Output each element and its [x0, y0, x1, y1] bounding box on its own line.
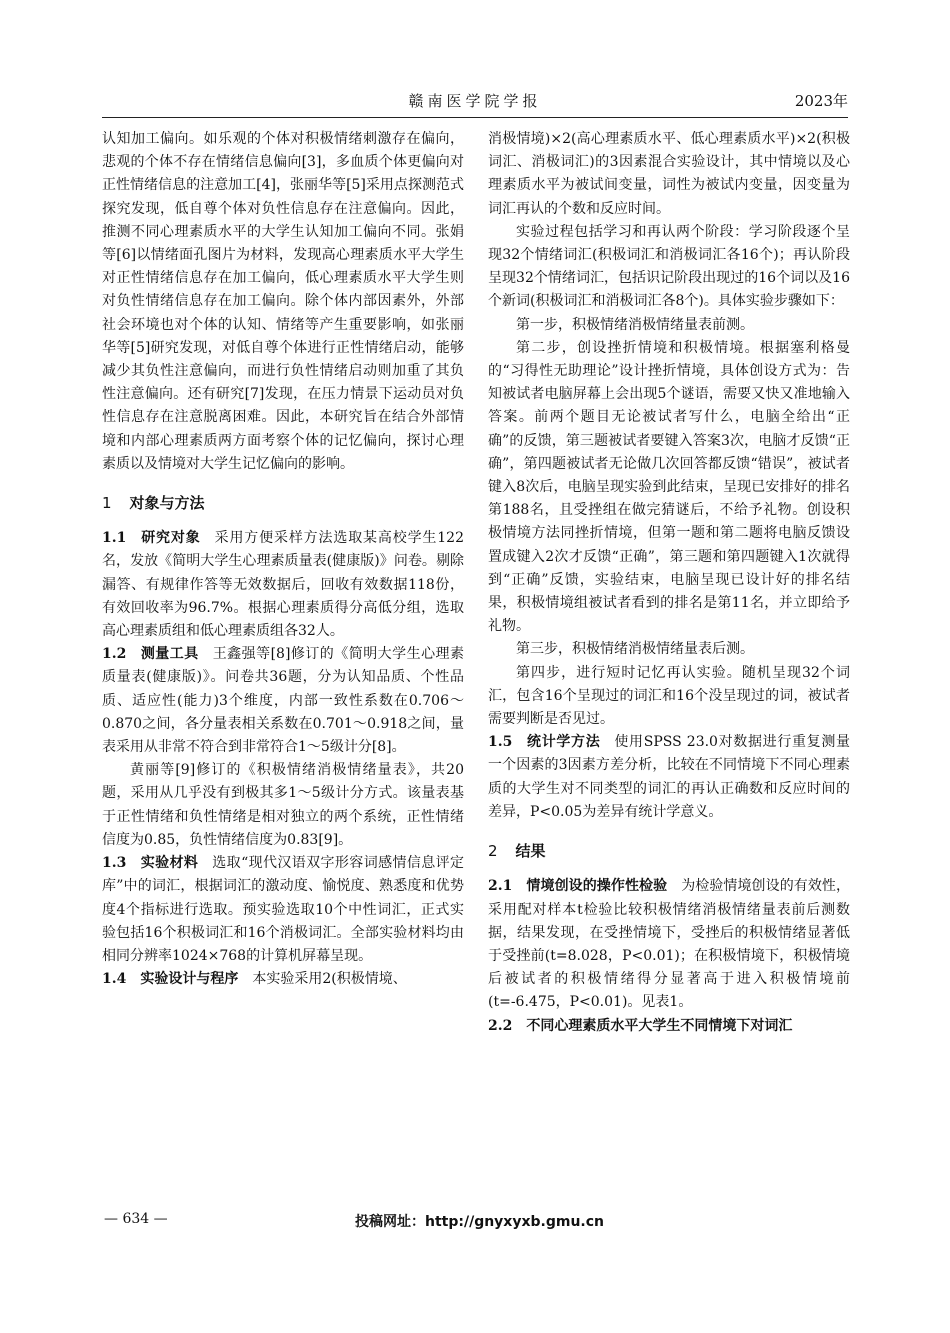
- journal-year: 2023年: [794, 92, 848, 110]
- journal-title: 赣南医学院学报: [408, 92, 542, 110]
- right-column: [488, 128, 850, 1038]
- section-number: 1: [102, 494, 112, 513]
- section-title: 结果: [515, 842, 546, 861]
- section-number: 2: [488, 842, 498, 861]
- subsection-1-5: [488, 731, 850, 824]
- running-header: [102, 88, 848, 112]
- subsection-number: 1.5: [488, 734, 513, 751]
- design-paragraph: 消极情境)×2(高心理素质水平、低心理素质水平)×2(积极词汇、消极词汇)的3因素混合实验设计，其中情境以及心理素质水平为被试间变量，词性为被试内变量，因变量为词汇再认的个数和反应时间。: [488, 131, 850, 217]
- subsection-title: 情境创设的操作性检验: [526, 878, 668, 895]
- intro-paragraph: 认知加工偏向。如乐观的个体对积极情绪刺激存在偏向，悲观的个体不存在情绪信息偏向[3]，多血质个体更偏向对正性情绪信息的注意加工[4]，张丽华等[5]采用点探测范式探究发现，低自尊个体对负性信息存在注意偏向。因此，推测不同心理素质水平的大学生认知加工偏向不同。张娟等[6]以情绪面孔图片为材料，发现高心理素质水平大学生对正性情绪信息存在加工偏向，低心理素质水平大学生则对负性情绪信息存在加工偏向。除个体内部因素外，外部社会环境也对个体的认知、情绪等产生重要影响，如张丽华等[5]研究发现，对低自尊个体进行正性情绪启动，能够减少其负性注意偏向，而进行负性情绪启动则加重了其负性注意偏向。还有研究[7]发现，在压力情景下运动员对负性信息存在注意脱离困难。因此，本研究旨在结合外部情境和内部心理素质两方面考察个体的记忆偏向，探讨心理素质以及情境对大学生记忆偏向的影响。: [102, 131, 464, 472]
- step-1-paragraph: 第一步，积极情绪消极情绪量表前测。: [516, 316, 754, 333]
- subsection-text: 王鑫强等[8]修订的《简明大学生心理素质量表(健康版)》。问卷共36题，分为认知品质、个性品质、适应性(能力)3个维度，内部一致性系数在0.706～0.870之间，各分量表相关系数在0.701～0.918之间，量表采用从非常不符合到非常符合1～5级计分[8]。: [102, 646, 464, 756]
- submission-url: 投稿网址：http://gnyxyxb.gmu.cn: [355, 1214, 604, 1230]
- subsection-number: 2.2: [488, 1017, 513, 1034]
- subsection-title: 研究对象: [140, 530, 201, 547]
- subsection-2-2: [488, 1015, 850, 1038]
- subsection-1-3: [102, 852, 464, 968]
- step-2-paragraph: 第二步，创设挫折情境和积极情境。根据塞利格曼的“习得性无助理论”设计挫折情境，具体创设方式为：告知被试者电脑屏幕上会出现5个谜语，需要又快又准地输入答案。前两个题目无论被试者写什么，电脑全给出“正确”的反馈，第三题被试者要键入答案3次，电脑才反馈“正确”，第四题被试者无论做几次回答都反馈“错误”，被试者键入8次后，电脑呈现实验到此结束，呈现已安排好的排名第188名，且受挫组在做完猜谜后，不给予礼物。创设积极情境方法同挫折情境，但第一题和第二题将电脑反馈设置成键入2次才反馈“正确”，第三题和第四题键入1次就得到“正确”反馈，实验结束，电脑呈现已设计好的排名结果，积极情境组被试者看到的排名是第11名，并立即给予礼物。: [488, 339, 850, 635]
- subsection-title: 统计学方法: [526, 734, 601, 751]
- step-4-paragraph: 第四步，进行短时记忆再认实验。随机呈现32个词汇，包含16个呈现过的词汇和16个没呈现过的词，被试者需要判断是否见过。: [488, 664, 850, 728]
- subsection-1-4: [102, 968, 464, 991]
- subsection-text: 选取“现代汉语双字形容词感情信息评定库”中的词汇，根据词汇的激动度、愉悦度、熟悉度和优势度4个指标进行选取。预实验选取10个中性词汇，正式实验包括16个积极词汇和16个消极词汇。全部实验材料均由相同分辨率1024×768的计算机屏幕呈现。: [102, 855, 465, 964]
- subsection-1-2-paragraph-2: 黄丽等[9]修订的《积极情绪消极情绪量表》，共20题，采用从几乎没有到极其多1～5级计分方式。该量表基于正性情绪和负性情绪是相对独立的两个系统，正性情绪信度为0.85，负性情绪信度为0.83[9]。: [102, 762, 464, 848]
- subsection-text: 本实验采用2(积极情境、: [252, 971, 407, 988]
- subsection-title: 实验材料: [140, 855, 199, 872]
- subsection-number: 1.1: [102, 530, 127, 547]
- left-column: [102, 128, 464, 991]
- procedure-paragraph: 实验过程包括学习和再认两个阶段：学习阶段逐个呈现32个情绪词汇(积极词汇和消极词汇各16个)；再认阶段呈现32个情绪词汇，包括识记阶段出现过的16个词以及16个新词(积极词汇和消极词汇各8个)。具体实验步骤如下：: [488, 223, 850, 310]
- subsection-number: 1.4: [102, 971, 127, 988]
- page-number: — 634 —: [104, 1211, 168, 1227]
- subsection-number: 1.3: [102, 855, 127, 872]
- subsection-1-2: [102, 643, 464, 759]
- subsection-number: 2.1: [488, 878, 513, 895]
- subsection-title: 实验设计与程序: [140, 971, 239, 988]
- step-3-paragraph: 第三步，积极情绪消极情绪量表后测。: [516, 641, 754, 658]
- section-2-heading: [488, 840, 850, 863]
- subsection-number: 1.2: [102, 646, 127, 663]
- subsection-text: 使用SPSS 23.0对数据进行重复测量一个因素的3因素方差分析，比较在不同情境下不同心理素质的大学生对不同类型的词汇的再认正确数和反应时间的差异，P<0.05为差异有统计学意义。: [488, 734, 850, 820]
- subsection-text: 为检验情境创设的有效性，采用配对样本t检验比较积极情绪消极情绪量表前后测数据，结果发现，在受挫情境下，受挫后的积极情绪显著低于受挫前(t=8.028，P<0.01)；在积极情境下，积极情境后被试者的积极情绪得分显著高于进入积极情境前(t=-6.475，P<0.01)。见表1。: [488, 878, 851, 1011]
- subsection-text: 采用方便采样方法选取某高校学生122名，发放《简明大学生心理素质量表(健康版)》问卷。剔除漏答、有规律作答等无效数据后，回收有效数据118份，有效回收率为96.7%。根据心理素质得分高低分组，选取高心理素质组和低心理素质组各32人。: [102, 530, 464, 640]
- subsection-1-1: [102, 527, 464, 643]
- section-1-heading: [102, 492, 464, 515]
- subsection-title: 不同心理素质水平大学生不同情境下对词汇: [526, 1017, 793, 1034]
- section-title: 对象与方法: [129, 494, 205, 513]
- subsection-title: 测量工具: [140, 646, 199, 663]
- subsection-2-1: [488, 875, 850, 1014]
- header-rule: [102, 117, 848, 118]
